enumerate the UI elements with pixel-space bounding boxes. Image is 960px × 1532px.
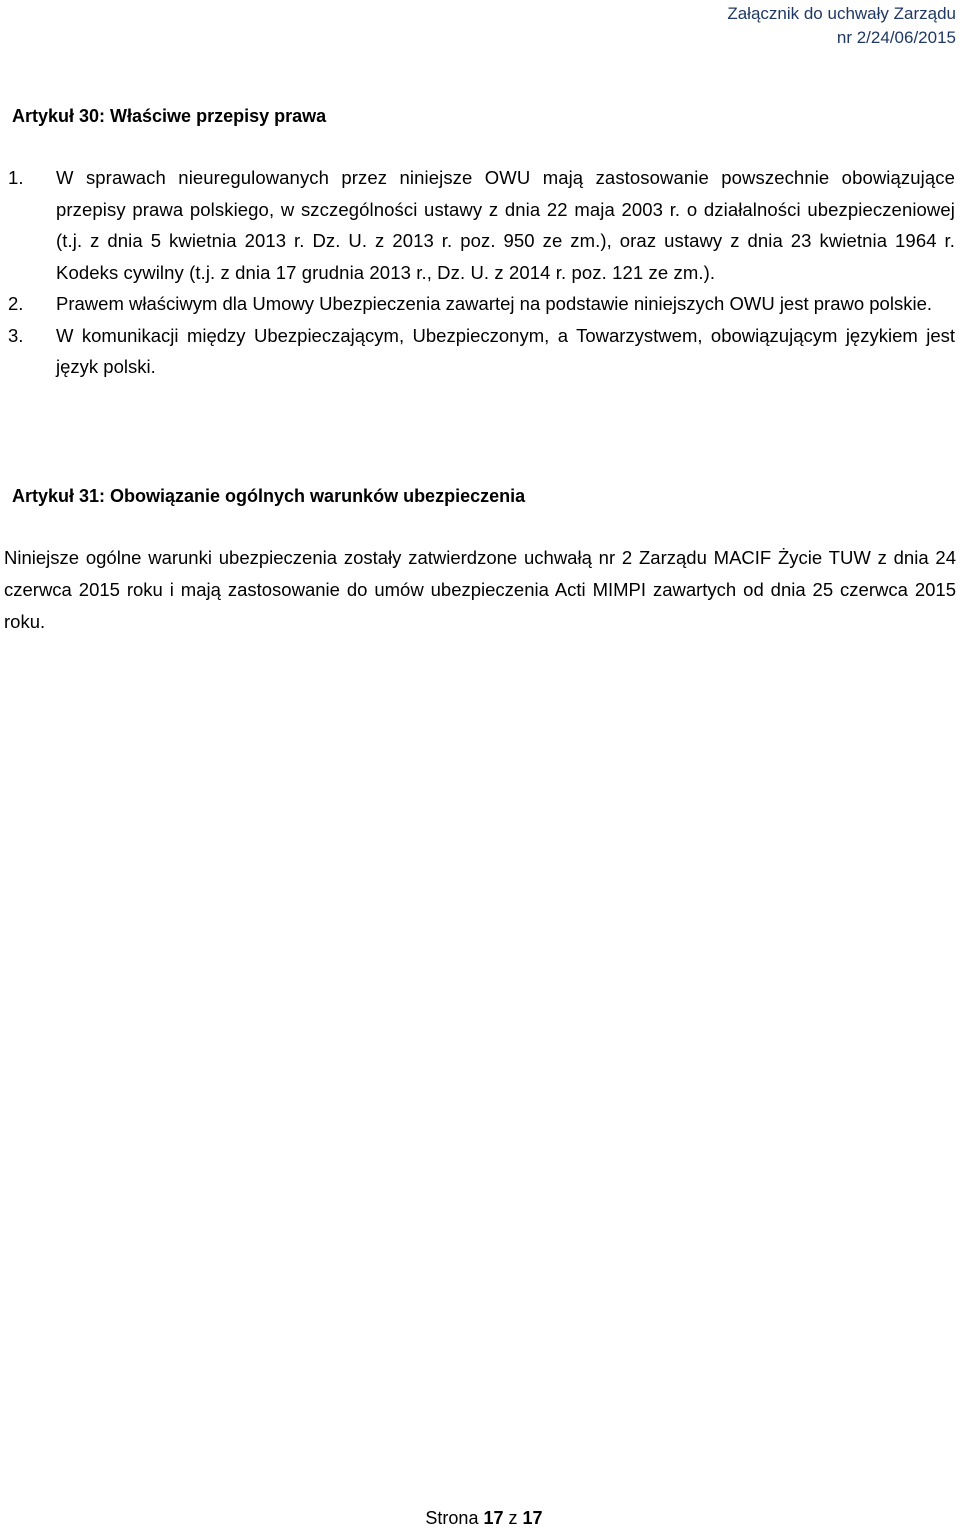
clause-number: 1. <box>8 167 24 188</box>
clause-text: Prawem właściwym dla Umowy Ubezpieczenia zawartej na podstawie niniejszych OWU jest prawo polskie. <box>56 293 932 314</box>
page-separator: z <box>508 1508 518 1528</box>
clause-text: W sprawach nieuregulowanych przez niniejsze OWU mają zastosowanie powszechnie obowiązujące przepisy prawa polskiego, w szczególności ustawy z dnia 22 maja 2003 r. o działalności ubezpieczeniowej (t.j. z dnia 5 kwietnia 2013 r. Dz. U. z 2013 r. poz. 950 ze zm.), oraz ustawy z dnia 23 kwietnia 1964 r. Kodeks cywilny (t.j. z dnia 17 grudnia 2013 r., Dz. U. z 2014 r. poz. 121 ze zm.). <box>56 167 955 283</box>
attachment-note-line1: Załącznik do uchwały Zarządu <box>727 4 956 23</box>
attachment-note <box>727 2 956 50</box>
page-label: Strona <box>425 1508 479 1528</box>
attachment-note-line2: nr 2/24/06/2015 <box>836 28 956 47</box>
clause-number: 2. <box>8 293 24 314</box>
clause-number: 3. <box>8 324 24 346</box>
clause-2 <box>8 288 955 320</box>
page-footer <box>0 1506 960 1530</box>
article-31-title: Artykuł 31: Obowiązanie ogólnych warunków ubezpieczenia <box>12 486 526 506</box>
page-total: 17 <box>522 1508 543 1528</box>
article-31-text: Niniejsze ogólne warunki ubezpieczenia zostały zatwierdzone uchwałą nr 2 Zarządu MACIF Życie TUW z dnia 24 czerwca 2015 roku i mają zastosowanie do umów ubezpieczenia Acti MIMPI zawartych od dnia 25 czerwca 2015 roku. <box>4 547 956 632</box>
article-30-clauses <box>8 162 955 383</box>
article-30-title: Artykuł 30: Właściwe przepisy prawa <box>12 106 327 126</box>
clause-3 <box>8 320 955 383</box>
page-number: 17 <box>483 1508 504 1528</box>
clause-text: W komunikacji między Ubezpieczającym, Ubezpieczonym, a Towarzystwem, obowiązującym językiem jest język polski. <box>56 324 955 377</box>
clause-1 <box>8 162 955 288</box>
